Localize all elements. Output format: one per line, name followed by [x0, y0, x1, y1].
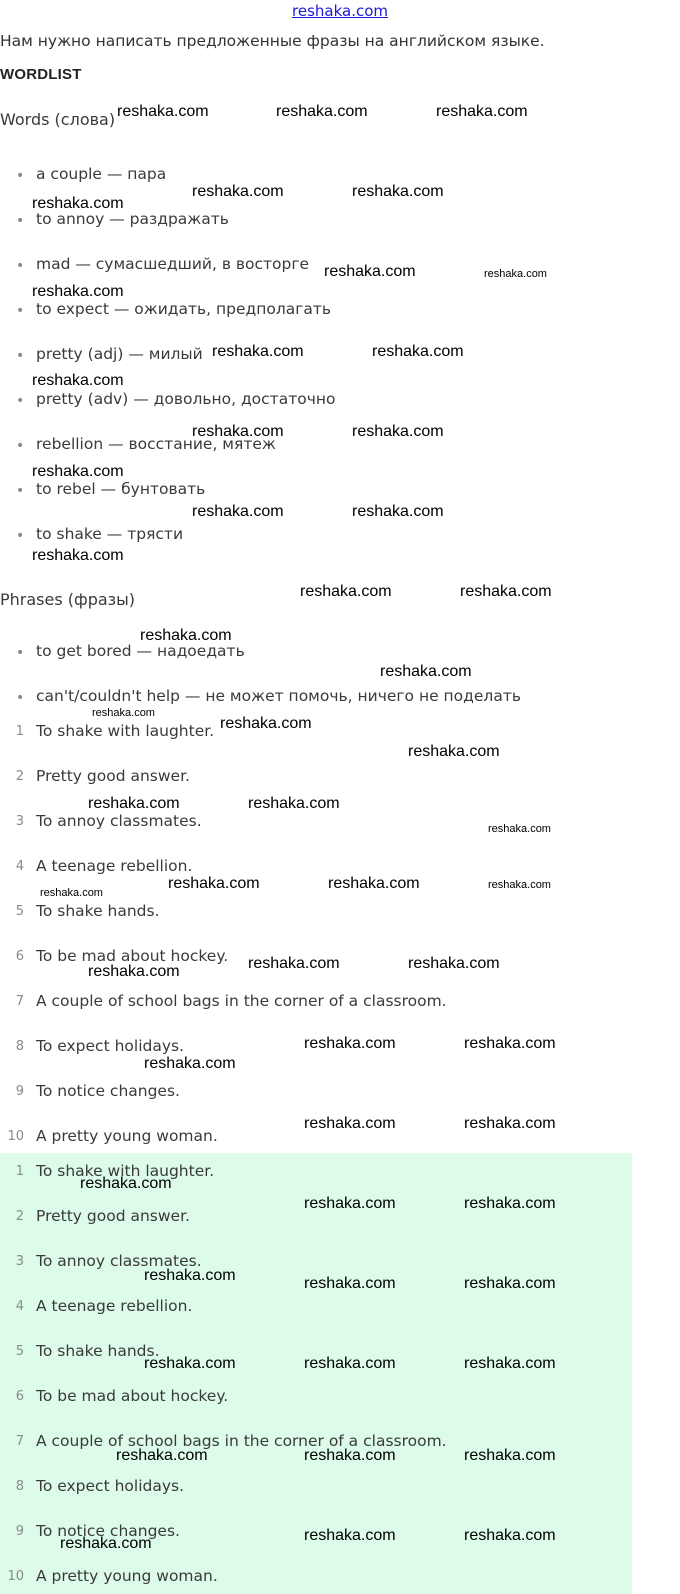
answer-number: 8: [15, 1479, 24, 1494]
watermark: reshaka.com: [212, 343, 304, 360]
answer-number: 10: [7, 1569, 24, 1584]
word-item: rebellion — восстание, мятеж: [36, 435, 276, 453]
bullet-icon: •: [16, 348, 25, 364]
task-item: To shake hands.: [36, 902, 160, 920]
word-item: to annoy — раздражать: [36, 210, 229, 228]
watermark: reshaka.com: [464, 1035, 556, 1052]
answer-item: To notice changes.: [36, 1522, 180, 1540]
task-item: To annoy classmates.: [36, 812, 202, 830]
watermark: reshaka.com: [464, 1275, 556, 1292]
watermark: reshaka.com: [304, 1355, 396, 1372]
watermark: reshaka.com: [276, 103, 368, 120]
watermark: reshaka.com: [488, 879, 551, 891]
watermark: reshaka.com: [117, 103, 209, 120]
word-item: a couple — пара: [36, 165, 167, 183]
task-number: 1: [15, 724, 24, 739]
watermark: reshaka.com: [464, 1355, 556, 1372]
watermark: reshaka.com: [168, 875, 260, 892]
watermark: reshaka.com: [300, 583, 392, 600]
task-number: 4: [15, 859, 24, 874]
watermark: reshaka.com: [352, 423, 444, 440]
watermark: reshaka.com: [144, 1355, 236, 1372]
watermark: reshaka.com: [304, 1115, 396, 1132]
watermark: reshaka.com: [464, 1527, 556, 1544]
task-number: 7: [15, 994, 24, 1009]
watermark: reshaka.com: [220, 715, 312, 732]
watermark: reshaka.com: [88, 795, 180, 812]
word-item: mad — сумасшедший, в восторге: [36, 255, 310, 273]
watermark: reshaka.com: [304, 1447, 396, 1464]
watermark: reshaka.com: [372, 343, 464, 360]
watermark: reshaka.com: [88, 963, 180, 980]
answer-item: Pretty good answer.: [36, 1207, 190, 1225]
watermark: reshaka.com: [324, 263, 416, 280]
watermark: reshaka.com: [32, 372, 124, 389]
answer-item: A teenage rebellion.: [36, 1297, 193, 1315]
bullet-icon: •: [16, 213, 25, 229]
answer-item: A pretty young woman.: [36, 1567, 218, 1585]
watermark: reshaka.com: [408, 743, 500, 760]
task-item: To be mad about hockey.: [36, 947, 229, 965]
intro-text: Нам нужно написать предложенные фразы на английском языке.: [0, 32, 545, 50]
word-item: pretty (adj) — милый: [36, 345, 203, 363]
task-item: A couple of school bags in the corner of a classroom.: [36, 992, 447, 1010]
bullet-icon: •: [16, 438, 25, 454]
watermark: reshaka.com: [328, 875, 420, 892]
task-number: 3: [15, 814, 24, 829]
watermark: reshaka.com: [464, 1195, 556, 1212]
watermark: reshaka.com: [304, 1195, 396, 1212]
task-item: A teenage rebellion.: [36, 857, 193, 875]
task-item: To notice changes.: [36, 1082, 180, 1100]
answer-item: To shake hands.: [36, 1342, 160, 1360]
watermark: reshaka.com: [116, 1447, 208, 1464]
answer-item: To expect holidays.: [36, 1477, 185, 1495]
watermark: reshaka.com: [144, 1267, 236, 1284]
watermark: reshaka.com: [192, 183, 284, 200]
watermark: reshaka.com: [60, 1535, 152, 1552]
watermark: reshaka.com: [32, 463, 124, 480]
answer-item: To be mad about hockey.: [36, 1387, 229, 1405]
answer-number: 9: [15, 1524, 24, 1539]
bullet-icon: •: [16, 483, 25, 499]
watermark: reshaka.com: [484, 268, 547, 280]
watermark: reshaka.com: [352, 183, 444, 200]
answer-item: To shake with laughter.: [36, 1162, 215, 1180]
task-number: 10: [7, 1129, 24, 1144]
answer-number: 7: [15, 1434, 24, 1449]
bullet-icon: •: [16, 258, 25, 274]
watermark: reshaka.com: [464, 1447, 556, 1464]
watermark: reshaka.com: [80, 1175, 172, 1192]
words-heading: Words (слова): [0, 110, 116, 129]
task-number: 5: [15, 904, 24, 919]
watermark: reshaka.com: [32, 283, 124, 300]
task-item: Pretty good answer.: [36, 767, 190, 785]
task-number: 2: [15, 769, 24, 784]
watermark: reshaka.com: [140, 627, 232, 644]
answer-number: 1: [15, 1164, 24, 1179]
watermark: reshaka.com: [192, 503, 284, 520]
watermark: reshaka.com: [144, 1055, 236, 1072]
word-item: pretty (adv) — довольно, достаточно: [36, 390, 336, 408]
watermark: reshaka.com: [40, 887, 103, 899]
bullet-icon: •: [16, 690, 25, 706]
watermark: reshaka.com: [248, 795, 340, 812]
bullet-icon: •: [16, 393, 25, 409]
task-item: A pretty young woman.: [36, 1127, 218, 1145]
phrase-item: to get bored — надоедать: [36, 642, 245, 660]
watermark: reshaka.com: [32, 547, 124, 564]
watermark: reshaka.com: [248, 955, 340, 972]
answer-number: 4: [15, 1299, 24, 1314]
answer-number: 3: [15, 1254, 24, 1269]
watermark: reshaka.com: [304, 1527, 396, 1544]
watermark: reshaka.com: [304, 1035, 396, 1052]
task-number: 8: [15, 1039, 24, 1054]
word-item: to expect — ожидать, предполагать: [36, 300, 332, 318]
answer-number: 5: [15, 1344, 24, 1359]
watermark: reshaka.com: [436, 103, 528, 120]
watermark: reshaka.com: [464, 1115, 556, 1132]
site-link[interactable]: reshaka.com: [292, 2, 388, 20]
answer-number: 6: [15, 1389, 24, 1404]
watermark: reshaka.com: [488, 823, 551, 835]
watermark: reshaka.com: [380, 663, 472, 680]
task-item: To shake with laughter.: [36, 722, 215, 740]
phrase-item: can't/couldn't help — не может помочь, ничего не поделать: [36, 687, 521, 705]
watermark: reshaka.com: [192, 423, 284, 440]
watermark: reshaka.com: [352, 503, 444, 520]
watermark: reshaka.com: [32, 195, 124, 212]
answer-item: A couple of school bags in the corner of a classroom.: [36, 1432, 447, 1450]
watermark: reshaka.com: [304, 1275, 396, 1292]
bullet-icon: •: [16, 168, 25, 184]
bullet-icon: •: [16, 528, 25, 544]
watermark: reshaka.com: [92, 707, 155, 719]
answer-item: To annoy classmates.: [36, 1252, 202, 1270]
task-number: 9: [15, 1084, 24, 1099]
phrases-heading: Phrases (фразы): [0, 590, 136, 609]
task-item: To expect holidays.: [36, 1037, 185, 1055]
word-item: to shake — трясти: [36, 525, 184, 543]
watermark: reshaka.com: [460, 583, 552, 600]
task-number: 6: [15, 949, 24, 964]
bullet-icon: •: [16, 645, 25, 661]
word-item: to rebel — бунтовать: [36, 480, 206, 498]
watermark: reshaka.com: [408, 955, 500, 972]
answer-number: 2: [15, 1209, 24, 1224]
wordlist-heading: WORDLIST: [0, 66, 82, 83]
bullet-icon: •: [16, 303, 25, 319]
